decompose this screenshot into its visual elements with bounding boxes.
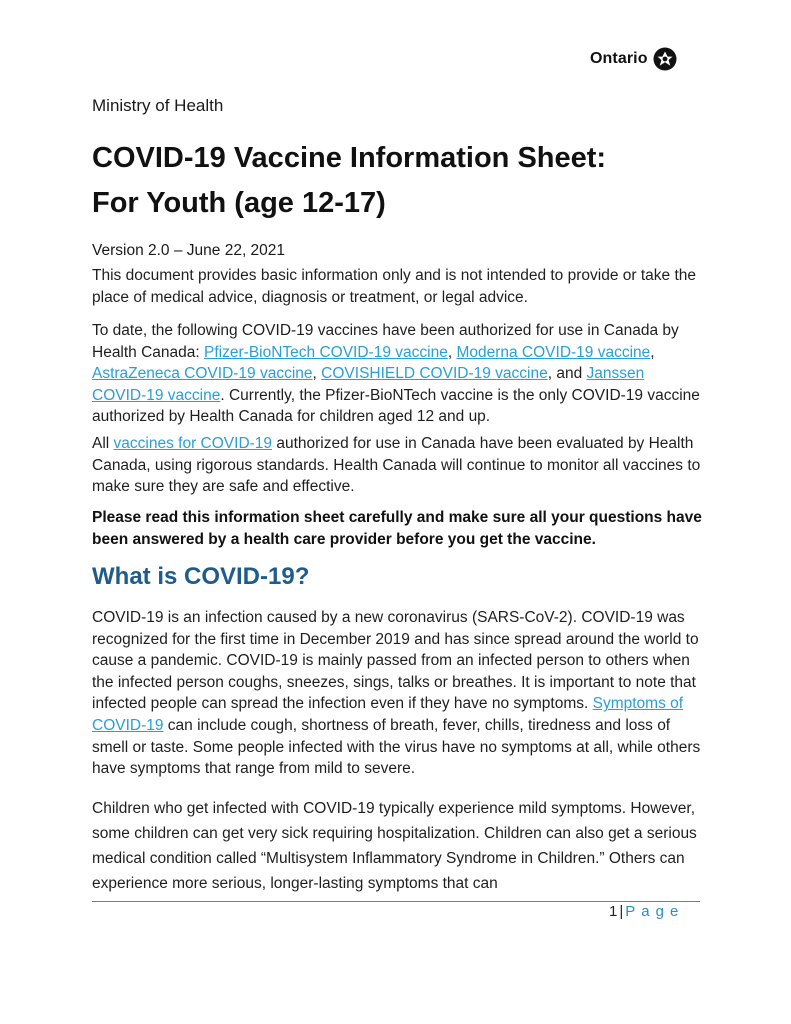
evaluation-paragraph bbox=[92, 433, 702, 498]
title-line-2: For Youth (age 12-17) bbox=[92, 187, 386, 219]
text-span: All bbox=[92, 435, 114, 452]
text-span: . Currently, the Pfizer-BioNTech vaccine is the only COVID-19 vaccine authorized by Health Canada for children aged 12 and up. bbox=[92, 386, 700, 426]
covishield-vaccine-link[interactable]: COVISHIELD COVID-19 vaccine bbox=[321, 365, 548, 383]
covid-description-paragraph bbox=[92, 607, 702, 780]
pfizer-vaccine-link[interactable]: Pfizer-BioNTech COVID-19 vaccine bbox=[204, 343, 448, 361]
astrazeneca-vaccine-link[interactable]: AstraZeneca COVID-19 vaccine bbox=[92, 365, 313, 383]
text-span: , and bbox=[547, 365, 587, 383]
text-span: To date, the following COVID-19 vaccines have been authorized for use in Canada by Health Canada: bbox=[92, 322, 679, 361]
text-span: COVID-19 is an infection caused by a new coronavirus (SARS-CoV-2). COVID-19 was recognized for the first time in December 2019 and has since spread around the world to cause a pandemic. COVID-19 is mainly passed from an infected person to others when the infected person coughs, sneezes, sings, talks or breathes. It is important to note that infected people can spread the infection even if they have no symptoms. bbox=[92, 609, 699, 713]
title-line-1: COVID-19 Vaccine Information Sheet: bbox=[92, 142, 607, 174]
authorized-vaccines-paragraph bbox=[92, 320, 702, 428]
page-footer bbox=[609, 903, 684, 920]
janssen-vaccine-link[interactable]: Janssen COVID-19 vaccine bbox=[92, 365, 645, 404]
read-carefully-notice: Please read this information sheet carefully and make sure all your questions have been answered by a health care provider before you get the vaccine. bbox=[92, 509, 702, 548]
footer-separator: | bbox=[619, 903, 624, 920]
moderna-vaccine-link[interactable]: Moderna COVID-19 vaccine bbox=[456, 343, 651, 361]
text-span: authorized for use in Canada have been evaluated by Health Canada, using rigorous standards. Health Canada will continue to monitor all vaccines to make sure they are safe and effective. bbox=[92, 435, 701, 496]
ontario-logo bbox=[590, 44, 677, 74]
text-span: can include cough, shortness of breath, fever, chills, tiredness and loss of smell or taste. Some people infected with the virus have no symptoms at all, while others have symptoms that range from mild to severe. bbox=[92, 716, 701, 778]
ontario-trillium-icon bbox=[653, 47, 677, 71]
section-heading: What is COVID-19? bbox=[92, 563, 310, 590]
version-date: Version 2.0 – June 22, 2021 bbox=[92, 242, 286, 259]
disclaimer-paragraph: This document provides basic information only and is not intended to provide or take the place of medical advice, diagnosis or treatment, or legal advice. bbox=[92, 267, 696, 306]
vaccines-for-covid-link[interactable]: vaccines for COVID-19 bbox=[113, 435, 273, 452]
page-label: Page bbox=[625, 903, 685, 920]
page-number: 1 bbox=[609, 903, 618, 920]
footer-divider bbox=[92, 901, 700, 902]
text-span: , bbox=[447, 343, 457, 361]
logo-wordmark: Ontario bbox=[590, 50, 648, 67]
symptoms-link[interactable]: Symptoms of COVID-19 bbox=[92, 695, 684, 734]
text-span: , bbox=[312, 365, 322, 383]
ministry-name: Ministry of Health bbox=[92, 96, 224, 115]
text-span: , bbox=[650, 343, 655, 361]
children-paragraph: Children who get infected with COVID-19 typically experience mild symptoms. However, some children can get very sick requiring hospitalization. Children can also get a serious medical condition called “Multisystem Inflammatory Syndrome in Children.” Others can experience more serious, longer-lasting symptoms that can bbox=[92, 800, 697, 892]
page-title bbox=[92, 136, 712, 226]
